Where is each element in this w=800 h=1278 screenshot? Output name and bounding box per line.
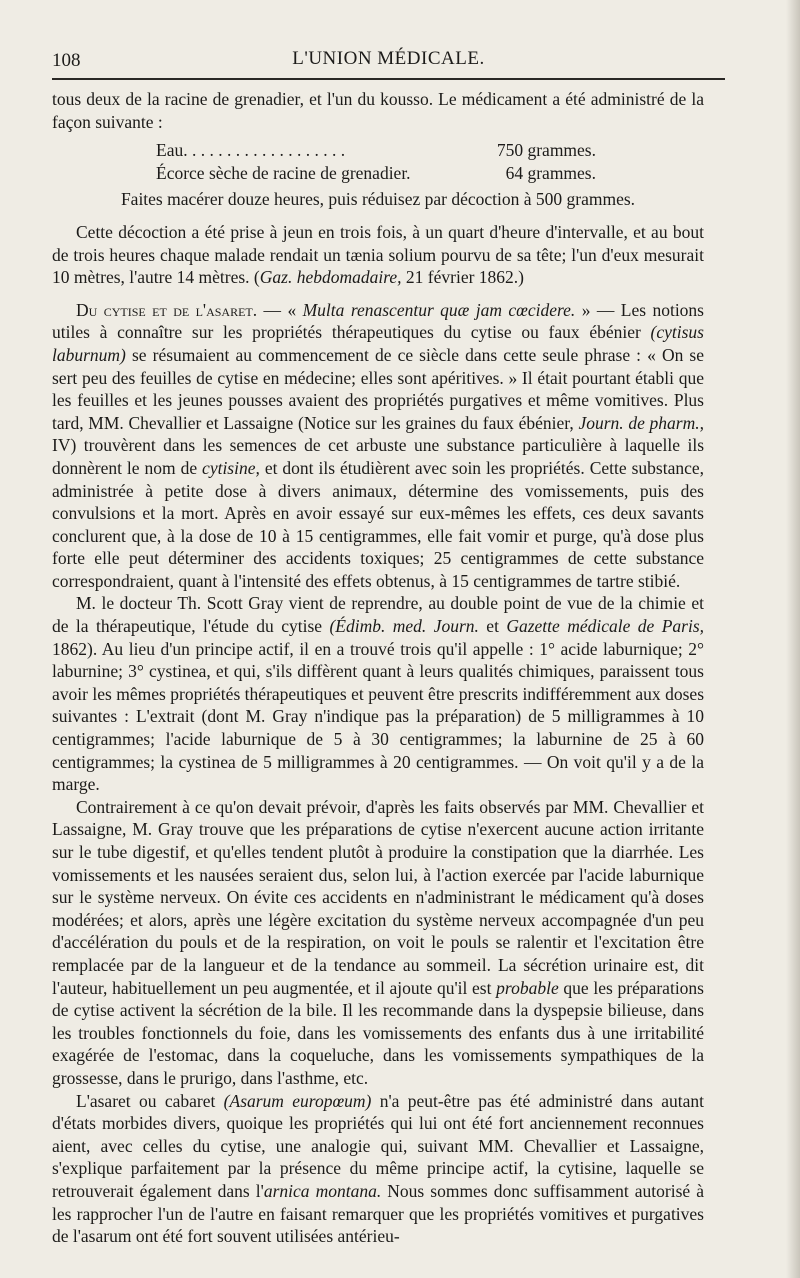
intro-paragraph: tous deux de la racine de grenadier, et l'un du kousso. Le médicament a été administré de la façon suivante : (52, 89, 704, 132)
cytisine-term: cytisine, (202, 457, 260, 478)
journal-citation: Gazette médicale de Paris, (506, 616, 704, 637)
section-text: IV) trouvèrent dans les semences de cet arbuste une substance particulière à laquelle ils donnèrent le nom de (52, 435, 704, 478)
page-number: 108 (52, 50, 81, 71)
asaret-paragraph (52, 1090, 704, 1248)
gray-text: et (478, 616, 507, 637)
cytise-section-paragraph (52, 299, 704, 593)
heading-dash: — « (257, 299, 303, 320)
page-header (52, 44, 725, 74)
gray-paragraph (52, 592, 704, 795)
page-edge-shadow (786, 0, 800, 1278)
epigraph: Multa renascentur quæ jam cœcidere. (302, 299, 576, 320)
gray-text: 1862). Au lieu d'un principe actif, il en a trouvé trois qu'il appelle : 1° acide laburnique; 2° laburnine; 3° cystinea, et qui, s'ils diffèrent quant à leurs qualités chimiques, paraissent tous avoir les mêmes propriétés thérapeutiques et peuvent être prescrits indifféremment aux doses suivantes : L'extrait (dont M. Gray n'indique pas la préparation) de 5 milligrammes à 10 centigrammes; l'acide laburnique de 5 à 30 centigrammes; la laburnine de 25 à 60 centigrammes; la cystinea de 5 milligrammes à 20 centigrammes. — On voit qu'il y a de la marge. (52, 638, 704, 795)
paragraph-text: Nous sommes donc suffisamment autorisé à les rapprocher l'un de l'autre en faisant remarquer que les propriétés vomitives et purgatives de l'asarum ont été fort souvent utilisées antérieu- (52, 1180, 705, 1247)
recipe-block (156, 139, 596, 184)
paragraph-text: n'a peut-être pas été administré dans autant d'états morbides divers, quoique les propriétés qui lui ont été fort anciennement reconnues aient, avec celles du cytise, une analogie qui, suivant MM. Chevallier et Lassaigne, s'explique parfaitement par la présence du même principe actif, la cytisine, laquelle se retrouverait également dans l' (52, 1090, 704, 1201)
page-body (52, 88, 704, 1248)
section-heading: Du cytise et de l'asaret. (76, 299, 258, 320)
paragraph-text: L'asaret ou cabaret (76, 1090, 224, 1111)
recipe-ingredient: Eau. . . . . . . . . . . . . . . . . . . (156, 140, 346, 161)
journal-citation: Journ. de pharm., (578, 412, 705, 433)
latin-name: (cytisus laburnum) (52, 322, 704, 365)
gray-text: M. le docteur Th. Scott Gray vient de reprendre, au double point de vue de la chimie et de la thérapeutique, l'étude du cytise (52, 593, 704, 637)
running-title: L'UNION MÉDICALE. (292, 48, 485, 69)
latin-name: (Asarum europœum) (223, 1090, 372, 1111)
paragraph-text: Contrairement à ce qu'on devait prévoir, d'après les faits observés par MM. Chevallier et Lassaigne, M. Gray trouve que les préparations de cytise n'exercent aucune action irritante sur le tube digestif, et qu'elles tendent plutôt à produire la constipation que la diarrhée. Les vomissements et les nausées seraient dus, selon lui, à l'action exercée par l'acide laburnique sur le système nerveux. On évite ces accidents en n'administrant le médicament qu'à doses modérées; et alors, après une légère excitation du système nerveux accompagnée d'un peu d'accélération du pouls et de la respiration, on voit le pouls se ralentir et l'excitation être remplacée par de la langueur et de la tendance au sommeil. La sécrétion urinaire est, dit l'auteur, habituellement un peu augmentée, et il ajoute qu'il est (52, 796, 704, 998)
section-text: » — Les notions utiles à connaître sur les propriétés thérapeutiques du cytise ou faux ébénier (52, 299, 704, 343)
recipe-quantity: 750 grammes. (496, 140, 596, 161)
source-citation: Gaz. hebdomadaire, (259, 267, 402, 288)
decoction-text: Cette décoction a été prise à jeun en trois fois, à un quart d'heure d'intervalle, et au bout de trois heures chaque malade rendait un tænia solium pourvu de sa tête; l'un d'eux mesurait 10 mètres, l'autre 14 mètres. ( (52, 221, 704, 288)
recipe-instruction: Faites macérer douze heures, puis réduisez par décoction à 500 grammes. (120, 189, 636, 210)
arnica-term: arnica montana. (263, 1180, 382, 1201)
journal-citation: (Édimb. med. Journ. (329, 616, 479, 637)
recipe-ingredient: Écorce sèche de racine de grenadier. (156, 162, 411, 183)
section-text: et dont ils étudièrent avec soin les propriétés. Cette substance, administrée à petite dose à divers animaux, détermine des vomissements, puis des convulsions et la mort. Après en avoir essayé sur eux-mêmes les effets, ces deux savants conclurent que, à la dose de 10 à 15 centigrammes, elle fait vomir et purge, qu'à dose plus forte elle peut déterminer des accidents toxiques; 25 centigrammes de cette substance correspondraient, quant à l'intensité des effets obtenus, à 15 centigrammes de tartre stibié. (52, 457, 704, 591)
header-rule (52, 78, 725, 80)
paragraph-text: que les préparations de cytise activent la sécrétion de la bile. Il les recommande dans la dyspepsie bilieuse, dans les troubles fonctionnels du foie, dans les vomissements des enfants dus à une irritabilité exagérée de l'estomac, dans la coqueluche, dans les vomissements sympathiques de la grossesse, dans le prurigo, dans l'asthme, etc. (52, 977, 704, 1088)
contrairement-paragraph (52, 796, 704, 1090)
recipe-line (156, 162, 596, 185)
source-date: 21 février 1862.) (401, 267, 524, 288)
recipe-line (156, 139, 596, 162)
emphasis-word: probable (496, 977, 559, 998)
decoction-paragraph (52, 221, 704, 289)
section-text: se résumaient au commencement de ce siècle dans cette seule phrase : « On se sert peu des feuilles de cytise en médecine; elles sont apéritives. » Il était pourtant établi que les feuilles et les jeunes pousses avaient des propriétés purgatives et même vomitives. Plus tard, MM. Chevallier et Lassaigne (Notice sur les graines du faux ébénier, (52, 344, 704, 433)
recipe-quantity: 64 grammes. (505, 162, 596, 183)
